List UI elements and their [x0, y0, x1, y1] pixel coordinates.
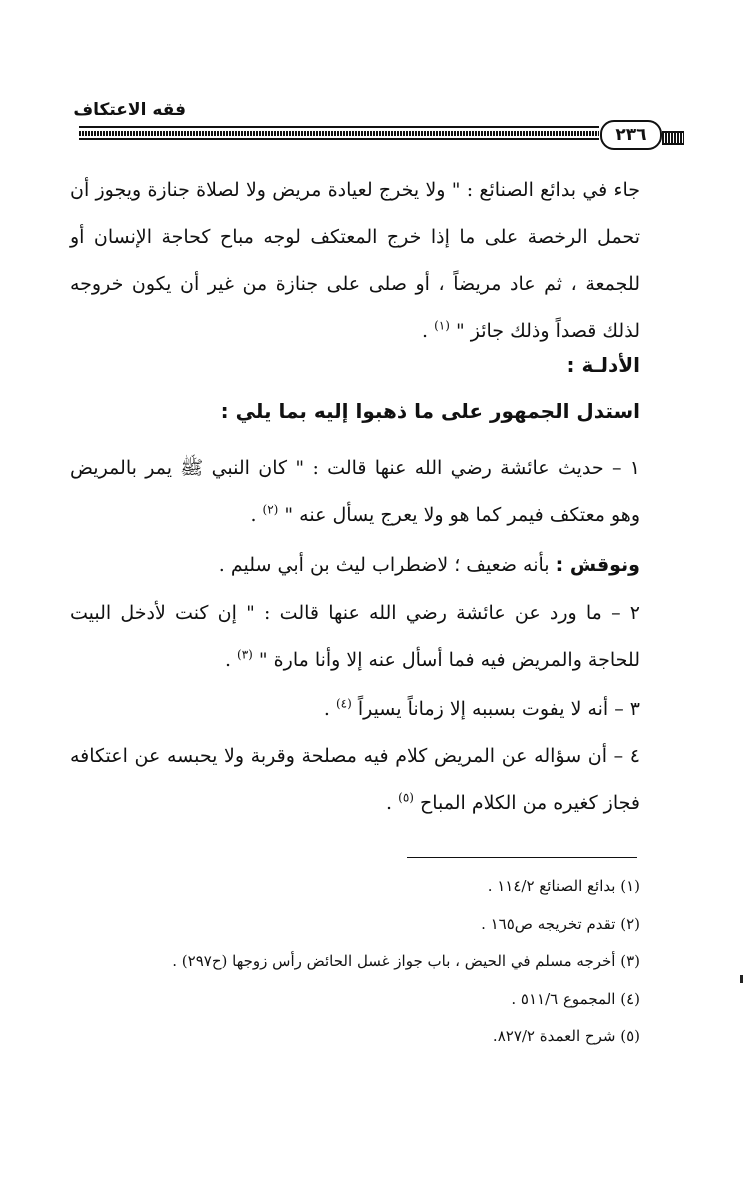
evidence-item-4: [70, 733, 640, 827]
end-dot: .: [323, 698, 330, 720]
footnote-text: بدائع الصنائع ١١٤/٢ .: [487, 877, 616, 895]
footnote-number: (٣): [620, 952, 640, 970]
item3-text: ٣ – أنه لا يفوت بسببه إلا زماناً يسيراً: [357, 698, 640, 720]
footnote-text: شرح العمدة ٨٢٧/٢.: [492, 1027, 616, 1045]
footnote-number: (٢): [620, 914, 640, 933]
item4-text: ٤ – أن سؤاله عن المريض كلام فيه مصلحة وقربة ولا يحبسه عن اعتكافه فجاز كغيره من الكلام المباح: [70, 745, 640, 814]
footnote-ref-1[interactable]: (١): [434, 318, 450, 333]
footnote-ref-3[interactable]: (٣): [237, 647, 253, 662]
end-dot: .: [422, 320, 429, 342]
footnote-text: تقدم تخريجه ص١٦٥ .: [481, 914, 616, 933]
running-title: فقه الاعتكاف: [73, 100, 186, 120]
quote-paragraph: [70, 167, 640, 355]
majority-heading: استدل الجمهور على ما ذهبوا إليه بما يلي :: [220, 399, 640, 423]
evidence-heading: الأدلـة :: [566, 353, 640, 377]
objection-label: ونوقش :: [555, 554, 640, 576]
evidence-item-3: [70, 686, 640, 733]
footnote: [110, 1018, 640, 1056]
objection-paragraph: [70, 542, 640, 589]
footnote-number: (٤): [620, 989, 640, 1008]
footnote: [110, 906, 640, 944]
quote-text: جاء في بدائع الصنائع : " ولا يخرج لعيادة مريض ولا لصلاة جنازة ويجوز أن تحمل الرخصة على ما إذا خرج المعتكف لوجه مباح كحاجة الإنسان أو للجمعة ، ثم عاد مريضاً ، أو صلى على جنازة من غير أن يكون خروجه لذلك قصداً وذلك جائز ": [70, 179, 640, 342]
end-dot: .: [224, 649, 231, 671]
evidence-item-2: [70, 590, 640, 684]
header-rule: [79, 122, 599, 144]
footnote-ref-5[interactable]: (٥): [398, 790, 414, 805]
page-number: ٢٣٦: [600, 120, 662, 150]
footnote-number: (١): [620, 877, 640, 895]
footnote-text: المجموع ٥١١/٦ .: [511, 989, 616, 1008]
footnote-number: (٥): [620, 1027, 640, 1045]
evidence-item-1: [70, 445, 640, 539]
end-dot: .: [250, 504, 257, 526]
footnote-text: أخرجه مسلم في الحيض ، باب جواز غسل الحائض رأس زوجها (ح٢٩٧) .: [172, 952, 616, 970]
footnotes: [110, 868, 640, 1056]
header-rule-tail: [662, 131, 684, 145]
footnote: [110, 868, 640, 906]
footnote-ref-2[interactable]: (٢): [262, 502, 279, 517]
item2-text: ٢ – ما ورد عن عائشة رضي الله عنها قالت : " إن كنت لأدخل البيت للحاجة والمريض فيه فما أسأل عنه إلا وأنا مارة ": [70, 602, 640, 671]
footnote: [110, 943, 640, 981]
scan-edge-mark: [740, 975, 743, 983]
footnote-ref-4[interactable]: (٤): [335, 696, 352, 711]
footnote: [110, 981, 640, 1019]
objection-text: بأنه ضعيف ؛ لاضطراب ليث بن أبي سليم .: [218, 554, 550, 576]
footnote-separator: [407, 857, 637, 858]
item1-text: ١ – حديث عائشة رضي الله عنها قالت : " كان النبي ﷺ يمر بالمريض وهو معتكف فيمر كما هو ولا يعرج يسأل عنه ": [70, 457, 640, 526]
end-dot: .: [386, 792, 393, 814]
